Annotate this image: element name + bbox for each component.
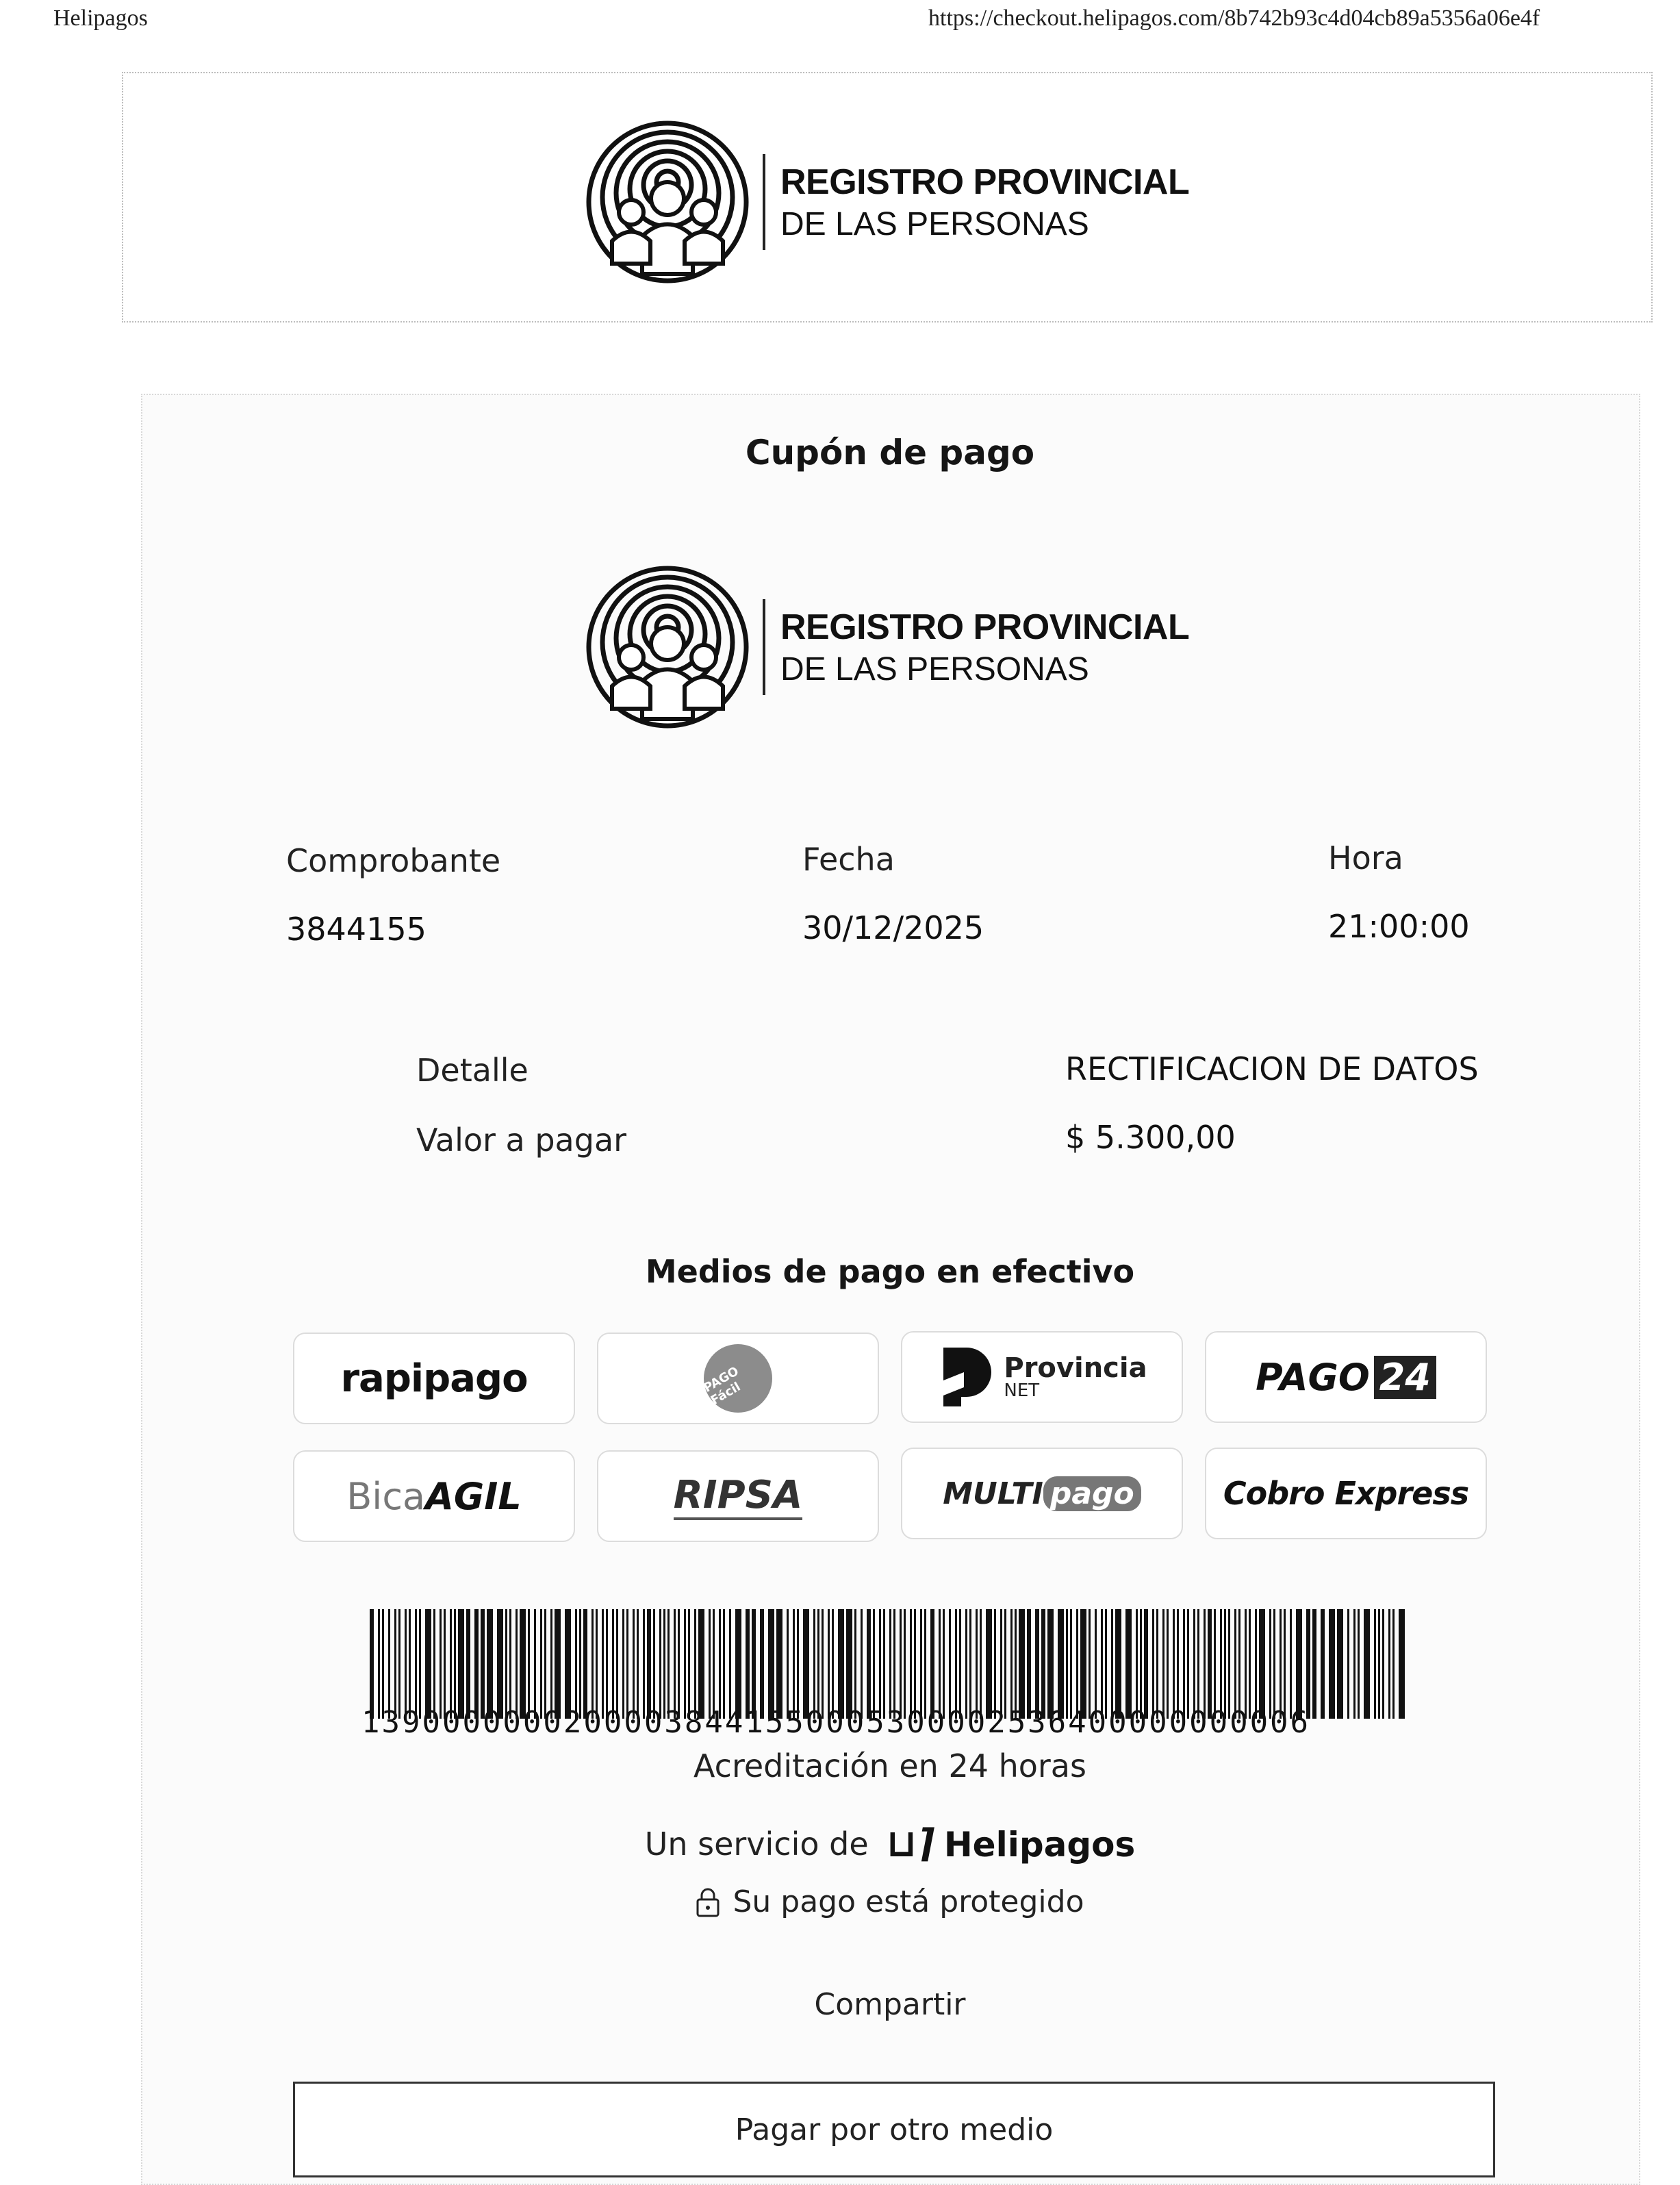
barcode-bar — [1306, 1609, 1310, 1719]
barcode-bar — [776, 1609, 782, 1719]
barcode-bar — [497, 1609, 503, 1719]
valor-label: Valor a pagar — [416, 1122, 627, 1159]
barcode-bar — [1374, 1609, 1376, 1719]
pagofacil-label: PAGO Fácil — [701, 1364, 743, 1409]
barcode-bar — [378, 1609, 380, 1719]
barcode-bar — [1019, 1609, 1025, 1719]
barcode-bar — [1115, 1609, 1121, 1719]
barcode-bar — [425, 1609, 431, 1719]
barcode-bar — [1238, 1609, 1240, 1719]
barcode-bar — [1273, 1609, 1275, 1719]
barcode-bar — [854, 1609, 856, 1719]
valor-value: $ 5.300,00 — [1065, 1119, 1236, 1156]
barcode-bar — [1187, 1609, 1189, 1719]
barcode-bar — [904, 1609, 906, 1719]
barcode-bar — [832, 1609, 834, 1719]
payment-method-pagofacil[interactable] — [597, 1333, 879, 1424]
bica-text: Bica — [346, 1474, 426, 1518]
secure-payment-note — [0, 1884, 1680, 1919]
barcode-bar — [803, 1609, 809, 1719]
payment-method-provincia-net[interactable] — [901, 1331, 1183, 1423]
barcode-bar — [647, 1609, 651, 1719]
barcode-bar — [813, 1609, 815, 1719]
coupon-title: Cupón de pago — [745, 433, 1035, 472]
barcode-bar — [1224, 1609, 1226, 1719]
barcode-bar — [370, 1609, 374, 1719]
barcode-bar — [440, 1609, 442, 1719]
barcode-bar — [1152, 1609, 1154, 1719]
barcode-bar — [1220, 1609, 1222, 1719]
barcode-bar — [1111, 1609, 1113, 1719]
barcode-bar — [1347, 1609, 1349, 1719]
hora-value: 21:00:00 — [1328, 908, 1470, 945]
barcode-bar — [405, 1609, 407, 1719]
barcode-bar — [822, 1609, 824, 1719]
rapipago-logo: rapipago — [340, 1356, 528, 1401]
barcode-bar — [1015, 1609, 1017, 1719]
barcode-bar — [797, 1609, 799, 1719]
agil-text: AGIL — [425, 1474, 522, 1518]
barcode-bar — [540, 1609, 542, 1719]
cobro-express-logo: Cobro Express — [1223, 1475, 1469, 1512]
comprobante-label: Comprobante — [286, 842, 501, 879]
barcode-bar — [433, 1609, 435, 1719]
lock-icon — [696, 1887, 720, 1917]
barcode-bar — [544, 1609, 546, 1719]
barcode-bar — [1197, 1609, 1199, 1719]
payment-method-ripsa[interactable] — [597, 1450, 879, 1542]
barcode-bar — [1249, 1609, 1251, 1719]
barcode-bar — [534, 1609, 536, 1719]
print-site-name: Helipagos — [53, 5, 148, 31]
barcode-bar — [596, 1609, 598, 1719]
fingerprint-people-icon — [582, 116, 753, 288]
barcode-bar — [394, 1609, 396, 1719]
barcode-bar — [444, 1609, 446, 1719]
barcode-bar — [1027, 1609, 1031, 1719]
brand-text — [780, 162, 1189, 243]
barcode-bar — [879, 1609, 881, 1719]
barcode-bar — [817, 1609, 819, 1719]
barcode-bar — [994, 1609, 996, 1719]
pay-other-method-label: Pagar por otro medio — [735, 2112, 1054, 2147]
payment-method-pago24[interactable] — [1205, 1331, 1487, 1423]
barcode-bar — [633, 1609, 635, 1719]
brand-line-2: DE LAS PERSONAS — [780, 205, 1089, 242]
barcode-bar — [1269, 1609, 1271, 1719]
barcode-bar — [1364, 1609, 1370, 1719]
barcode-bar — [653, 1609, 655, 1719]
barcode-bar — [509, 1609, 511, 1719]
barcode-bar — [893, 1609, 895, 1719]
provincia-name: Provincia — [1004, 1352, 1147, 1384]
barcode-bar — [838, 1609, 844, 1719]
barcode-bar — [643, 1609, 645, 1719]
barcode-bar — [1076, 1609, 1078, 1719]
barcode-bar — [1353, 1609, 1356, 1719]
barcode-bar — [914, 1609, 916, 1719]
ripsa-logo: RIPSA — [674, 1473, 803, 1520]
share-link[interactable]: Compartir — [814, 1987, 966, 2022]
barcode-bar — [1284, 1609, 1286, 1719]
barcode-bar — [1259, 1609, 1265, 1719]
payment-method-bica-agil[interactable] — [293, 1450, 575, 1542]
barcode-bar — [684, 1609, 686, 1719]
barcode-bar — [1280, 1609, 1282, 1719]
barcode-bar — [1105, 1609, 1107, 1719]
barcode-bar — [1183, 1609, 1185, 1719]
barcode-bar — [969, 1609, 971, 1719]
barcode-bar — [550, 1609, 552, 1719]
barcode-bar — [1214, 1609, 1216, 1719]
provincia-net-text — [1004, 1354, 1147, 1400]
barcode-bar — [626, 1609, 628, 1719]
barcode-bar — [1010, 1609, 1013, 1719]
barcode-bar — [415, 1609, 417, 1719]
barcode-bar — [1312, 1609, 1316, 1719]
barcode-bar — [1162, 1609, 1164, 1719]
barcode-bar — [1080, 1609, 1086, 1719]
barcode-bar — [1004, 1609, 1006, 1719]
barcode-bar — [419, 1609, 421, 1719]
barcode-bar — [1399, 1609, 1405, 1719]
barcode-bar — [1245, 1609, 1247, 1719]
barcode-bar — [1156, 1609, 1158, 1719]
barcode-bar — [579, 1609, 581, 1719]
brand-text — [780, 607, 1189, 688]
barcode-bar — [920, 1609, 922, 1719]
barcode-bar — [955, 1609, 957, 1719]
barcode-bar — [1388, 1609, 1390, 1719]
barcode-bar — [976, 1609, 978, 1719]
service-by — [0, 1821, 1680, 1866]
hora-label: Hora — [1328, 839, 1403, 876]
barcode-bar — [965, 1609, 967, 1719]
barcode-bar — [949, 1609, 951, 1719]
barcode-bar — [713, 1609, 715, 1719]
barcode-bar — [575, 1609, 577, 1719]
barcode-bar — [709, 1609, 711, 1719]
barcode-bar — [1095, 1609, 1097, 1719]
accreditation-note: Acreditación en 24 horas — [693, 1747, 1086, 1784]
brand-line-1: REGISTRO PROVINCIAL — [780, 162, 1190, 202]
pago24-badge: 24 — [1374, 1356, 1436, 1399]
barcode-bar — [1296, 1609, 1302, 1719]
fingerprint-people-icon — [582, 561, 753, 733]
barcode-bar — [694, 1609, 696, 1719]
barcode-bar — [959, 1609, 961, 1719]
fecha-value: 30/12/2025 — [802, 909, 984, 946]
barcode-bar — [637, 1609, 639, 1719]
barcode-bar — [1058, 1609, 1064, 1719]
service-prefix: Un servicio de — [644, 1825, 869, 1862]
barcode-bar — [663, 1609, 665, 1719]
barcode-bar — [1136, 1609, 1138, 1719]
barcode-bar — [1290, 1609, 1292, 1719]
multipago-logo — [943, 1476, 1141, 1511]
barcode-bar — [1378, 1609, 1380, 1719]
brand-divider — [763, 599, 765, 695]
barcode-bar — [520, 1609, 526, 1719]
barcode-bar — [481, 1609, 485, 1719]
barcode-bar — [746, 1609, 750, 1719]
barcode-bar — [723, 1609, 725, 1719]
barcode-bar — [900, 1609, 902, 1719]
barcode-bar — [719, 1609, 721, 1719]
detalle-label: Detalle — [416, 1052, 529, 1089]
brand-line-2: DE LAS PERSONAS — [780, 651, 1089, 687]
brand-logo-top — [582, 116, 1189, 288]
barcode-bar — [1041, 1609, 1045, 1719]
payment-method-cobro-express[interactable] — [1205, 1448, 1487, 1539]
barcode-bar — [1228, 1609, 1230, 1719]
barcode-bar — [454, 1609, 456, 1719]
barcode-bar — [450, 1609, 452, 1719]
brand-line-1: REGISTRO PROVINCIAL — [780, 607, 1190, 647]
barcode-bar — [1167, 1609, 1169, 1719]
barcode-bar — [889, 1609, 891, 1719]
barcode-bar — [1144, 1609, 1148, 1719]
helipagos-logo — [887, 1821, 1136, 1866]
pay-other-method-button[interactable] — [293, 2082, 1495, 2177]
barcode-bar — [667, 1609, 670, 1719]
helipagos-icon: ⊔⌉ — [886, 1821, 934, 1866]
barcode-bar — [729, 1609, 731, 1719]
brand-divider — [763, 154, 765, 250]
barcode-bar — [1177, 1609, 1179, 1719]
barcode-bar — [846, 1609, 852, 1719]
barcode-bar — [555, 1609, 561, 1719]
barcode-bar — [1101, 1609, 1103, 1719]
barcode-bar — [861, 1609, 863, 1719]
payment-method-rapipago[interactable] — [293, 1333, 575, 1424]
barcode-bar — [768, 1609, 774, 1719]
provincia-sub: NET — [1004, 1380, 1040, 1401]
barcode-bar — [505, 1609, 507, 1719]
barcode-bar — [1208, 1609, 1212, 1719]
barcode-bar — [659, 1609, 661, 1719]
barcode-bar — [867, 1609, 871, 1719]
barcode-bar — [1329, 1609, 1335, 1719]
payment-methods-title: Medios de pago en efectivo — [645, 1253, 1135, 1290]
barcode-bar — [1392, 1609, 1395, 1719]
payment-barcode — [370, 1609, 1410, 1719]
barcode-bar — [1000, 1609, 1002, 1719]
barcode-bar — [1382, 1609, 1384, 1719]
barcode-bar — [606, 1609, 608, 1719]
barcode-bar — [583, 1609, 587, 1719]
barcode-bar — [565, 1609, 571, 1719]
barcode-digits: 13900000002000038441550005300002536400000000006 — [361, 1705, 1311, 1740]
barcode-bar — [409, 1609, 411, 1719]
barcode-bar — [678, 1609, 680, 1719]
barcode-bar — [939, 1609, 941, 1719]
barcode-bar — [474, 1609, 479, 1719]
pago24-text: PAGO — [1256, 1355, 1370, 1399]
secure-text: Su pago está protegido — [733, 1884, 1084, 1919]
detalle-value: RECTIFICACION DE DATOS — [1065, 1050, 1479, 1087]
barcode-bar — [688, 1609, 690, 1719]
pagofacil-logo — [701, 1344, 772, 1413]
barcode-bar — [1234, 1609, 1236, 1719]
barcode-bar — [487, 1609, 493, 1719]
barcode-bar — [1358, 1609, 1360, 1719]
barcode-bar — [466, 1609, 470, 1719]
print-url: https://checkout.helipagos.com/8b742b93c4d04cb89a5356a06e4f — [928, 5, 1540, 31]
barcode-bar — [1066, 1609, 1068, 1719]
barcode-bar — [382, 1609, 384, 1719]
barcode-bar — [1193, 1609, 1195, 1719]
barcode-bar — [1255, 1609, 1257, 1719]
barcode-bar — [458, 1609, 464, 1719]
barcode-bar — [873, 1609, 875, 1719]
barcode-bar — [1047, 1609, 1054, 1719]
fecha-label: Fecha — [802, 841, 895, 878]
barcode-bar — [528, 1609, 530, 1719]
barcode-bar — [735, 1609, 741, 1719]
multi-text: MULTI — [943, 1476, 1043, 1511]
pago24-logo — [1256, 1356, 1436, 1399]
provincia-net-logo — [937, 1345, 1147, 1409]
barcode-bar — [930, 1609, 934, 1719]
barcode-bar — [1070, 1609, 1072, 1719]
barcode-bar — [612, 1609, 614, 1719]
barcode-bar — [591, 1609, 594, 1719]
bica-agil-logo — [346, 1475, 521, 1518]
barcode-bar — [980, 1609, 982, 1719]
barcode-bar — [943, 1609, 945, 1719]
barcode-bar — [1035, 1609, 1039, 1719]
provincia-p-icon — [937, 1345, 994, 1409]
barcode-bar — [910, 1609, 912, 1719]
barcode-bar — [1204, 1609, 1206, 1719]
comprobante-value: 3844155 — [286, 911, 427, 948]
barcode-bar — [760, 1609, 764, 1719]
print-header — [0, 0, 1680, 41]
barcode-bar — [752, 1609, 756, 1719]
barcode-bar — [986, 1609, 992, 1719]
barcode-bar — [924, 1609, 926, 1719]
barcode-bar — [1125, 1609, 1132, 1719]
brand-logo-coupon — [582, 561, 1189, 733]
barcode-bar — [1089, 1609, 1091, 1719]
barcode-bar — [388, 1609, 390, 1719]
payment-method-multipago[interactable] — [901, 1448, 1183, 1539]
barcode-bar — [622, 1609, 624, 1719]
barcode-bar — [602, 1609, 604, 1719]
barcode-bar — [1321, 1609, 1325, 1719]
helipagos-name: Helipagos — [943, 1825, 1136, 1865]
pago-text: pago — [1043, 1476, 1141, 1511]
barcode-bar — [698, 1609, 704, 1719]
barcode-bar — [1337, 1609, 1343, 1719]
barcode-bar — [1140, 1609, 1142, 1719]
barcode-bar — [883, 1609, 885, 1719]
barcode-bar — [616, 1609, 618, 1719]
barcode-bar — [398, 1609, 400, 1719]
barcode-bar — [793, 1609, 795, 1719]
barcode-bar — [516, 1609, 518, 1719]
barcode-bar — [1173, 1609, 1175, 1719]
barcode-bar — [828, 1609, 830, 1719]
barcode-bar — [674, 1609, 676, 1719]
barcode-bar — [787, 1609, 789, 1719]
